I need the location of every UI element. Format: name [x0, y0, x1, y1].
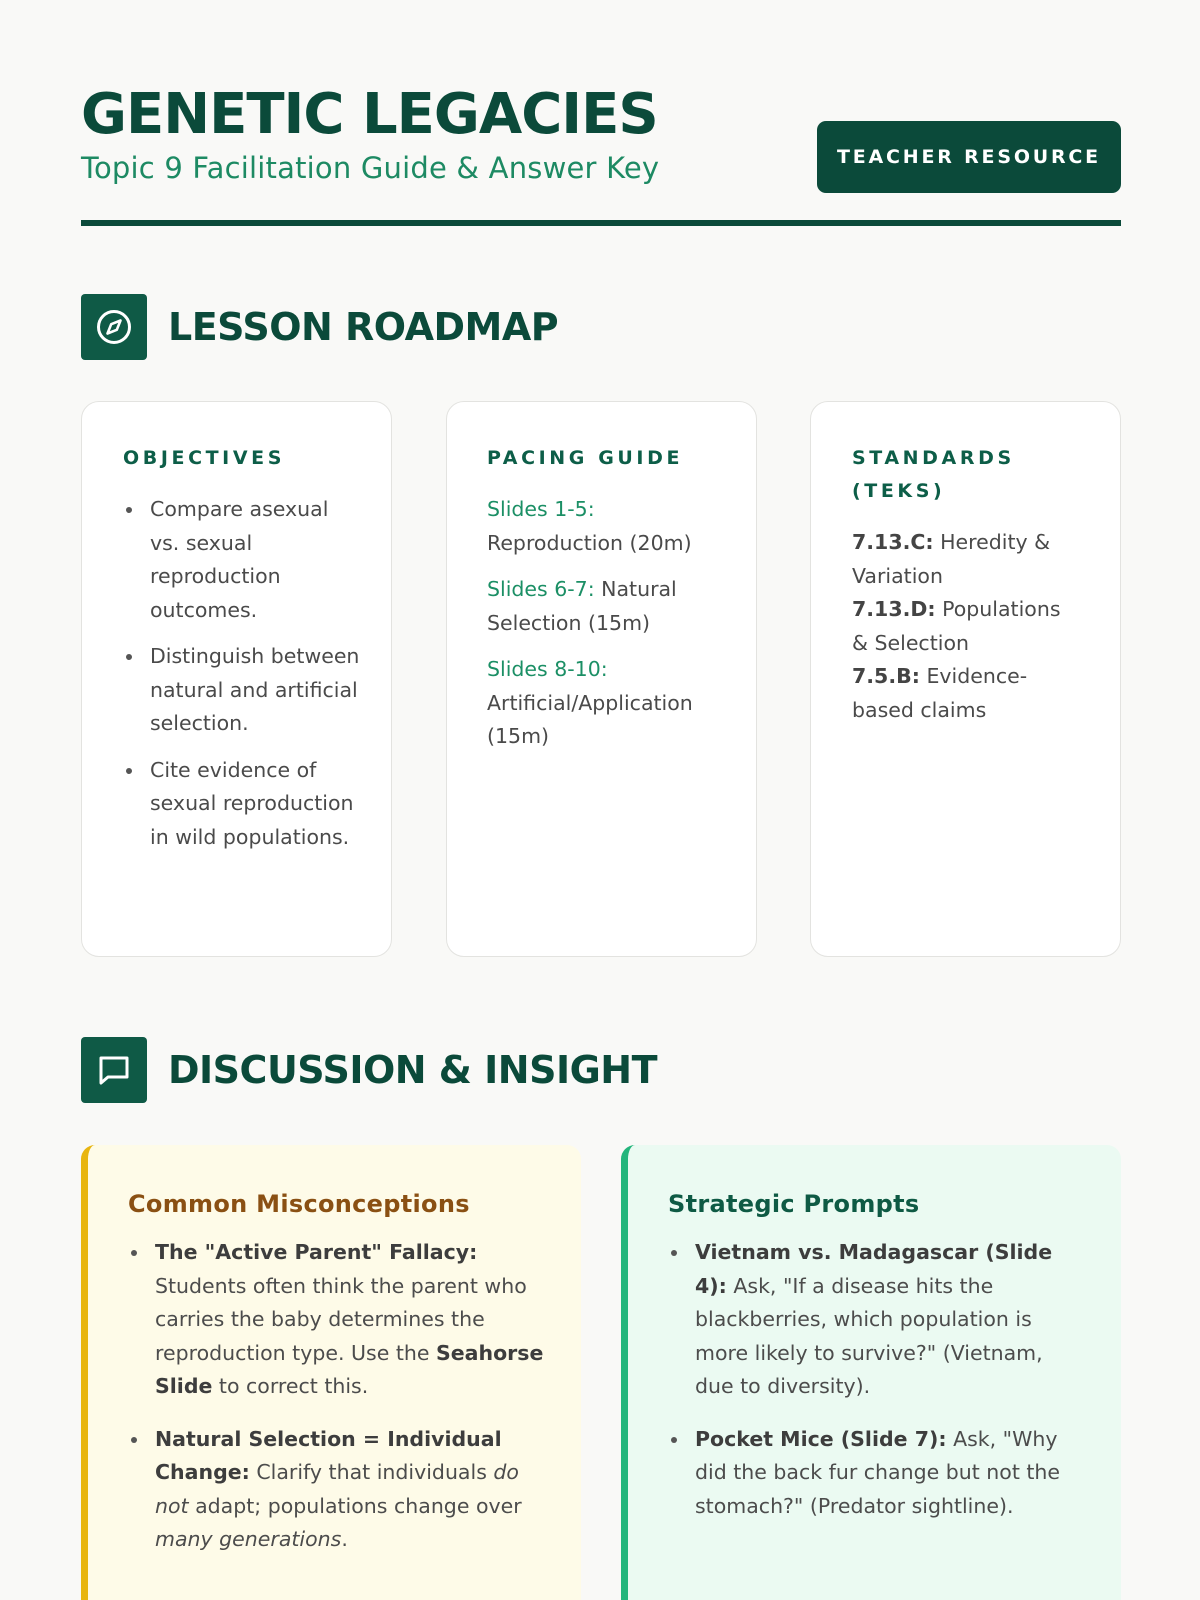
- misconception-text: adapt; populations change over: [188, 1493, 522, 1518]
- discussion-section-header: [81, 1037, 1121, 1103]
- misconception-text: Students often think the parent who carries the baby determines the reproduction type. Use the: [155, 1273, 527, 1365]
- page-title: GENETIC LEGACIES: [81, 82, 658, 147]
- standards-heading: STANDARDS (TEKS): [852, 447, 1015, 502]
- pacing-item: [487, 493, 726, 560]
- prompts-heading: Strategic Prompts: [668, 1190, 920, 1218]
- page-subtitle: Topic 9 Facilitation Guide & Answer Key: [81, 151, 660, 185]
- misconceptions-list: [128, 1236, 547, 1557]
- chat-bubble-icon: [81, 1037, 147, 1103]
- objectives-heading: OBJECTIVES: [123, 447, 286, 469]
- misconception-text: to correct this.: [212, 1374, 369, 1398]
- standard-code: 7.13.D:: [852, 597, 936, 621]
- list-item: Distinguish between natural and artificial selection.: [123, 640, 361, 741]
- misconceptions-heading: Common Misconceptions: [128, 1190, 470, 1218]
- standard-item: [852, 526, 1080, 593]
- list-item: Cite evidence of sexual reproduction in wild populations.: [123, 754, 361, 855]
- misconception-title: The "Active Parent" Fallacy:: [155, 1240, 478, 1264]
- roadmap-section-header: [81, 294, 1121, 360]
- standard-description: Heredity & Variation: [852, 530, 1051, 588]
- roadmap-title: LESSON ROADMAP: [168, 305, 559, 349]
- pacing-slides-label: Slides 6-7:: [487, 577, 595, 601]
- objectives-list: [123, 493, 361, 854]
- pacing-card: [446, 401, 757, 957]
- standard-item: [852, 660, 1080, 727]
- list-item: [128, 1236, 547, 1404]
- pacing-heading: PACING GUIDE: [487, 447, 684, 469]
- discussion-title: DISCUSSION & INSIGHT: [168, 1048, 658, 1092]
- pacing-description: Natural Selection (15m): [487, 577, 677, 635]
- strategic-prompts-panel: [621, 1145, 1121, 1600]
- standard-code: 7.13.C:: [852, 530, 934, 554]
- misconceptions-panel: [81, 1145, 581, 1600]
- prompt-title: Pocket Mice (Slide 7):: [695, 1426, 947, 1451]
- prompt-text: Ask, "If a disease hits the blackberries, which population is more likely to survive?" (Vietnam, due to diversity).: [695, 1273, 1043, 1398]
- standard-description: Populations & Selection: [852, 597, 1061, 655]
- standard-item: [852, 593, 1080, 660]
- teacher-resource-badge: TEACHER RESOURCE: [817, 121, 1121, 193]
- pacing-description: Artificial/Application (15m): [487, 690, 693, 748]
- misconception-emphasis: do not: [155, 1460, 519, 1518]
- header-divider: [81, 220, 1121, 226]
- prompts-list: [668, 1236, 1087, 1523]
- prompt-title: Vietnam vs. Madagascar (Slide 4):: [695, 1240, 1053, 1298]
- list-item: [668, 1423, 1087, 1524]
- prompt-text: Ask, "Why did the back fur change but not the stomach?" (Predator sightline).: [695, 1426, 1061, 1518]
- misconception-text: Clarify that individuals: [249, 1460, 494, 1484]
- list-item: [128, 1423, 547, 1557]
- pacing-slides-label: Slides 8-10:: [487, 657, 608, 681]
- standard-description: Evidence-based claims: [852, 664, 1028, 722]
- list-item: [668, 1236, 1087, 1404]
- pacing-item: [487, 573, 726, 640]
- pacing-slides-label: Slides 1-5:: [487, 497, 595, 521]
- standards-card: [810, 401, 1121, 957]
- compass-icon: [81, 294, 147, 360]
- misconception-text: .: [341, 1527, 348, 1551]
- pacing-description: Reproduction (20m): [487, 530, 692, 555]
- misconception-title: Natural Selection = Individual Change:: [155, 1426, 502, 1484]
- objectives-card: [81, 401, 392, 957]
- misconception-emphasis: Seahorse Slide: [155, 1340, 544, 1398]
- list-item: Compare asexual vs. sexual reproduction outcomes.: [123, 493, 361, 627]
- misconception-emphasis: many generations: [155, 1527, 342, 1551]
- pacing-item: [487, 653, 726, 754]
- standard-code: 7.5.B:: [852, 664, 920, 688]
- page-header: [81, 82, 1121, 227]
